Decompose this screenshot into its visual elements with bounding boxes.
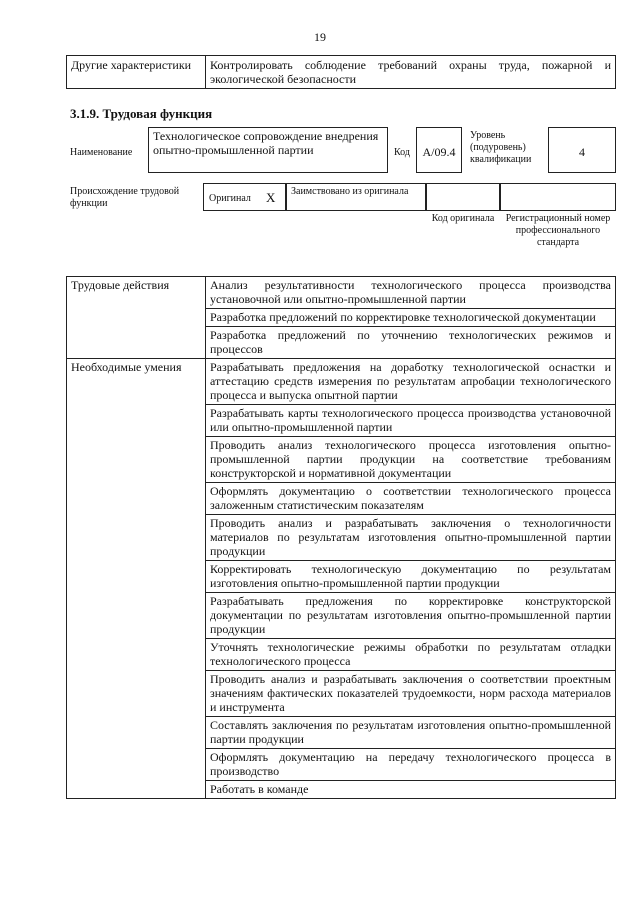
skill-item: Оформлять документацию о соответствии технологического процесса заложенным статистическим показателям: [206, 483, 616, 515]
other-characteristics-label: Другие характеристики: [67, 56, 206, 89]
other-characteristics-table: [66, 55, 616, 89]
skill-item: Оформлять документацию на передачу технологического процесса в производство: [206, 749, 616, 781]
original-mark: X: [266, 190, 276, 205]
labor-action-item: Разработка предложений по корректировке технологической документации: [206, 309, 616, 327]
function-details-table: [66, 276, 616, 799]
skill-item: Разрабатывать предложения на доработку технологической оснастки и аттестацию средств измерения по результатам апробации технологического процесса и выпуска опытной партии: [206, 359, 616, 405]
skill-item: Разрабатывать предложения по корректировке конструкторской документации по результатам изготовления опытно-промышленной партии продукции: [206, 593, 616, 639]
function-name-box: [148, 127, 388, 173]
skill-item: Проводить анализ и разрабатывать заключения о соответствии проектным значениям фактических показателей трудоемкости, норм расхода материалов и инструмента: [206, 671, 616, 717]
labor-action-item: Разработка предложений по уточнению технологических режимов и процессов: [206, 327, 616, 359]
labor-action-item: Анализ результативности технологического процесса производства установочной или опытно-промышленной партии: [206, 277, 616, 309]
skill-item: Проводить анализ технологического процесса изготовления опытно-промышленной партии продукции на соответствие требованиям конструкторской и нормативной документации: [206, 437, 616, 483]
section-heading: 3.1.9. Трудовая функция: [70, 106, 213, 121]
borrowed-label: Заимствовано из оригинала: [291, 186, 409, 197]
skill-item: Составлять заключения по результатам изготовления опытно-промышленной партии продукции: [206, 717, 616, 749]
level-value: 4: [579, 145, 585, 159]
original-code-box: [426, 183, 500, 211]
skill-item: Уточнять технологические режимы обработки по результатам отладки технологического процесса: [206, 639, 616, 671]
original-label: Оригинал: [209, 193, 251, 204]
skill-item: Работать в команде: [206, 781, 616, 799]
code-box: [416, 127, 462, 173]
registration-number-caption: Регистрационный номер профессионального стандарта: [505, 213, 611, 248]
level-box: [548, 127, 616, 173]
required-skills-label: Необходимые умения: [67, 359, 206, 799]
other-characteristics-value: Контролировать соблюдение требований охраны труда, пожарной и экологической безопасности: [206, 56, 616, 89]
original-box: [203, 183, 286, 211]
skill-item: Разрабатывать карты технологического процесса производства установочной или опытно-промышленной партии: [206, 405, 616, 437]
name-label: Наименование: [70, 147, 133, 158]
original-code-caption: Код оригинала: [431, 213, 495, 224]
registration-number-box: [500, 183, 616, 211]
skill-item: Проводить анализ и разрабатывать заключения о технологичности материалов по результатам изготовления опытно-промышленной партии продукции: [206, 515, 616, 561]
function-name-value: Технологическое сопровождение внедрения опытно-промышленной партии: [153, 129, 379, 157]
labor-actions-label: Трудовые действия: [67, 277, 206, 359]
code-label: Код: [394, 147, 410, 158]
level-label: Уровень (подуровень) квалификации: [470, 130, 532, 165]
origin-label: Происхождение трудовой функции: [70, 186, 180, 209]
code-value: A/09.4: [422, 145, 456, 159]
page-number: 19: [314, 30, 326, 44]
skill-item: Корректировать технологическую документацию по результатам изготовления опытно-промышленной партии продукции: [206, 561, 616, 593]
borrowed-box: [286, 183, 426, 211]
table-row: [67, 277, 616, 309]
table-row: [67, 359, 616, 405]
